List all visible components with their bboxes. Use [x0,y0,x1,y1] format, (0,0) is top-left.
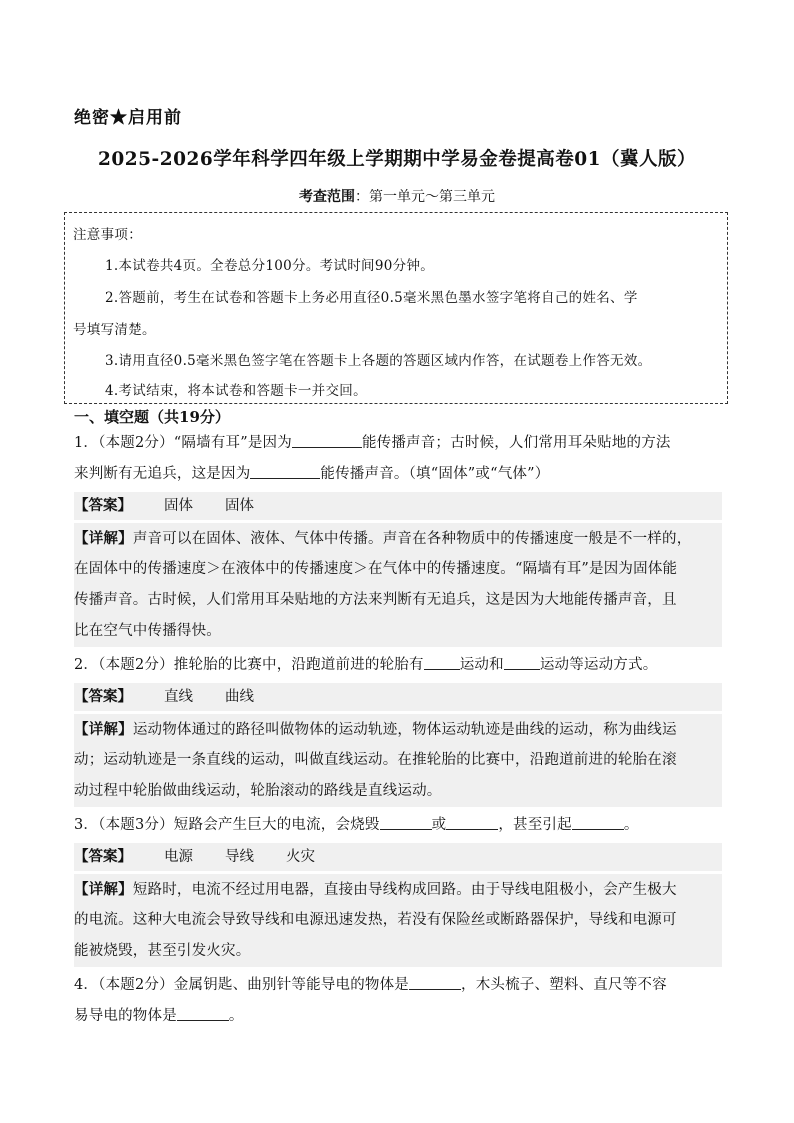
answer-blank [446,815,498,830]
question-text: 或 [431,817,447,833]
question-text: 运动和 [459,657,504,673]
detail-text: 动过程中轮胎做曲线运动，轮胎滚动的路线是直线运动。 [74,783,442,799]
answer-value: 导线 [225,849,254,865]
question-2 [74,650,722,681]
question-text: 3．（本题3分）短路会产生巨大的电流，会烧毁 [74,817,380,833]
answer-label: 【答案】 [74,848,132,865]
question-1 [74,428,722,490]
detail-text: 运动物体通过的路径叫做物体的运动轨迹，物体运动轨迹是曲线的运动，称为曲线运 [132,722,677,738]
answer-value: 直线 [164,689,193,705]
notice-item: 1.本试卷共4页。全卷总分100分。考试时间90分钟。 [105,258,435,274]
notice-heading: 注意事项： [73,227,142,243]
question-4 [74,970,722,1032]
question-text: 4．（本题2分）金属钥匙、曲别针等能导电的物体是 [74,977,409,993]
question-text: 易导电的物体是 [74,1008,177,1024]
question-text: 来判断有无追兵，这是因为 [74,466,251,482]
question-text: ，甚至引起 [498,817,572,833]
answer-row [74,683,722,711]
scope-label: 考查范围 [299,189,355,205]
exam-title: 2025-2026学年科学四年级上学期期中学易金卷提高卷01（冀人版） [98,149,696,170]
answer-blank [292,433,362,448]
confidential-label: 绝密★启用前 [74,108,182,128]
question-3 [74,810,722,841]
detail-text: 能被烧毁，甚至引发火灾。 [74,943,251,959]
question-text: 2．（本题2分）推轮胎的比赛中，沿跑道前进的轮胎有 [74,657,424,673]
answer-blank [424,655,460,670]
answer-blank [409,975,461,990]
notice-box [64,212,728,404]
answer-blank [504,655,540,670]
answer-blank [177,1006,229,1021]
answer-blank [572,815,624,830]
notice-item: 号填写清楚。 [73,322,156,338]
detail-text: 在固体中的传播速度＞在液体中的传播速度＞在气体中的传播速度。“隔墙有耳”是因为固体能 [74,561,678,577]
answer-label: 【答案】 [74,497,132,514]
detail-label: 【详解】 [74,721,133,738]
question-text: ，木头梳子、塑料、直尺等不容 [461,977,667,993]
detail-block [74,874,722,967]
answer-blank [380,815,432,830]
detail-text: 短路时，电流不经过用电器，直接由导线构成回路。由于导线电阻极小，会产生极大 [132,882,677,898]
detail-block [74,714,722,807]
question-text: 能传播声音。（填“固体”或“气体”） [320,466,550,482]
answer-row [74,843,722,871]
exam-scope [0,186,794,206]
answer-row [74,492,722,520]
answer-value: 火灾 [286,849,315,865]
answer-value: 固体 [164,498,193,514]
answer-value: 固体 [225,498,254,514]
detail-block [74,523,722,647]
question-text: 1．（本题2分）“隔墙有耳”是因为 [74,435,292,451]
detail-text: 声音可以在固体、液体、气体中传播。声音在各种物质中的传播速度一般是不一样的， [132,531,692,547]
answer-value: 电源 [164,849,193,865]
answer-label: 【答案】 [74,688,132,705]
notice-item: 3.请用直径0.5毫米黑色签字笔在答题卡上各题的答题区域内作答，在试题卷上作答无效。 [105,353,652,369]
answer-blank [250,464,320,479]
scope-value: ：第一单元～第三单元 [355,189,495,205]
notice-item: 4.考试结束，将本试卷和答题卡一并交回。 [105,383,367,399]
detail-text: 的电流。这种大电流会导致导线和电源迅速发热，若没有保险丝或断路器保护，导线和电源可 [74,912,677,928]
detail-text: 比在空气中传播得快。 [74,623,221,639]
detail-label: 【详解】 [74,881,133,898]
notice-item: 2.答题前，考生在试卷和答题卡上务必用直径0.5毫米黑色墨水签字笔将自己的姓名、学 [105,290,638,306]
question-text: 运动等运动方式。 [539,657,658,673]
question-text: 能传播声音；古时候，人们常用耳朵贴地的方法 [361,435,671,451]
detail-text: 动；运动轨迹是一条直线的运动，叫做直线运动。在推轮胎的比赛中，沿跑道前进的轮胎在滚 [74,752,677,768]
detail-label: 【详解】 [74,530,133,547]
section-title: 一、填空题（共19分） [74,408,230,426]
detail-text: 传播声音。古时候，人们常用耳朵贴地的方法来判断有无追兵，这是因为大地能传播声音，且 [74,592,677,608]
question-text: 。 [623,817,639,833]
answer-value: 曲线 [225,689,254,705]
question-text: 。 [228,1008,244,1024]
